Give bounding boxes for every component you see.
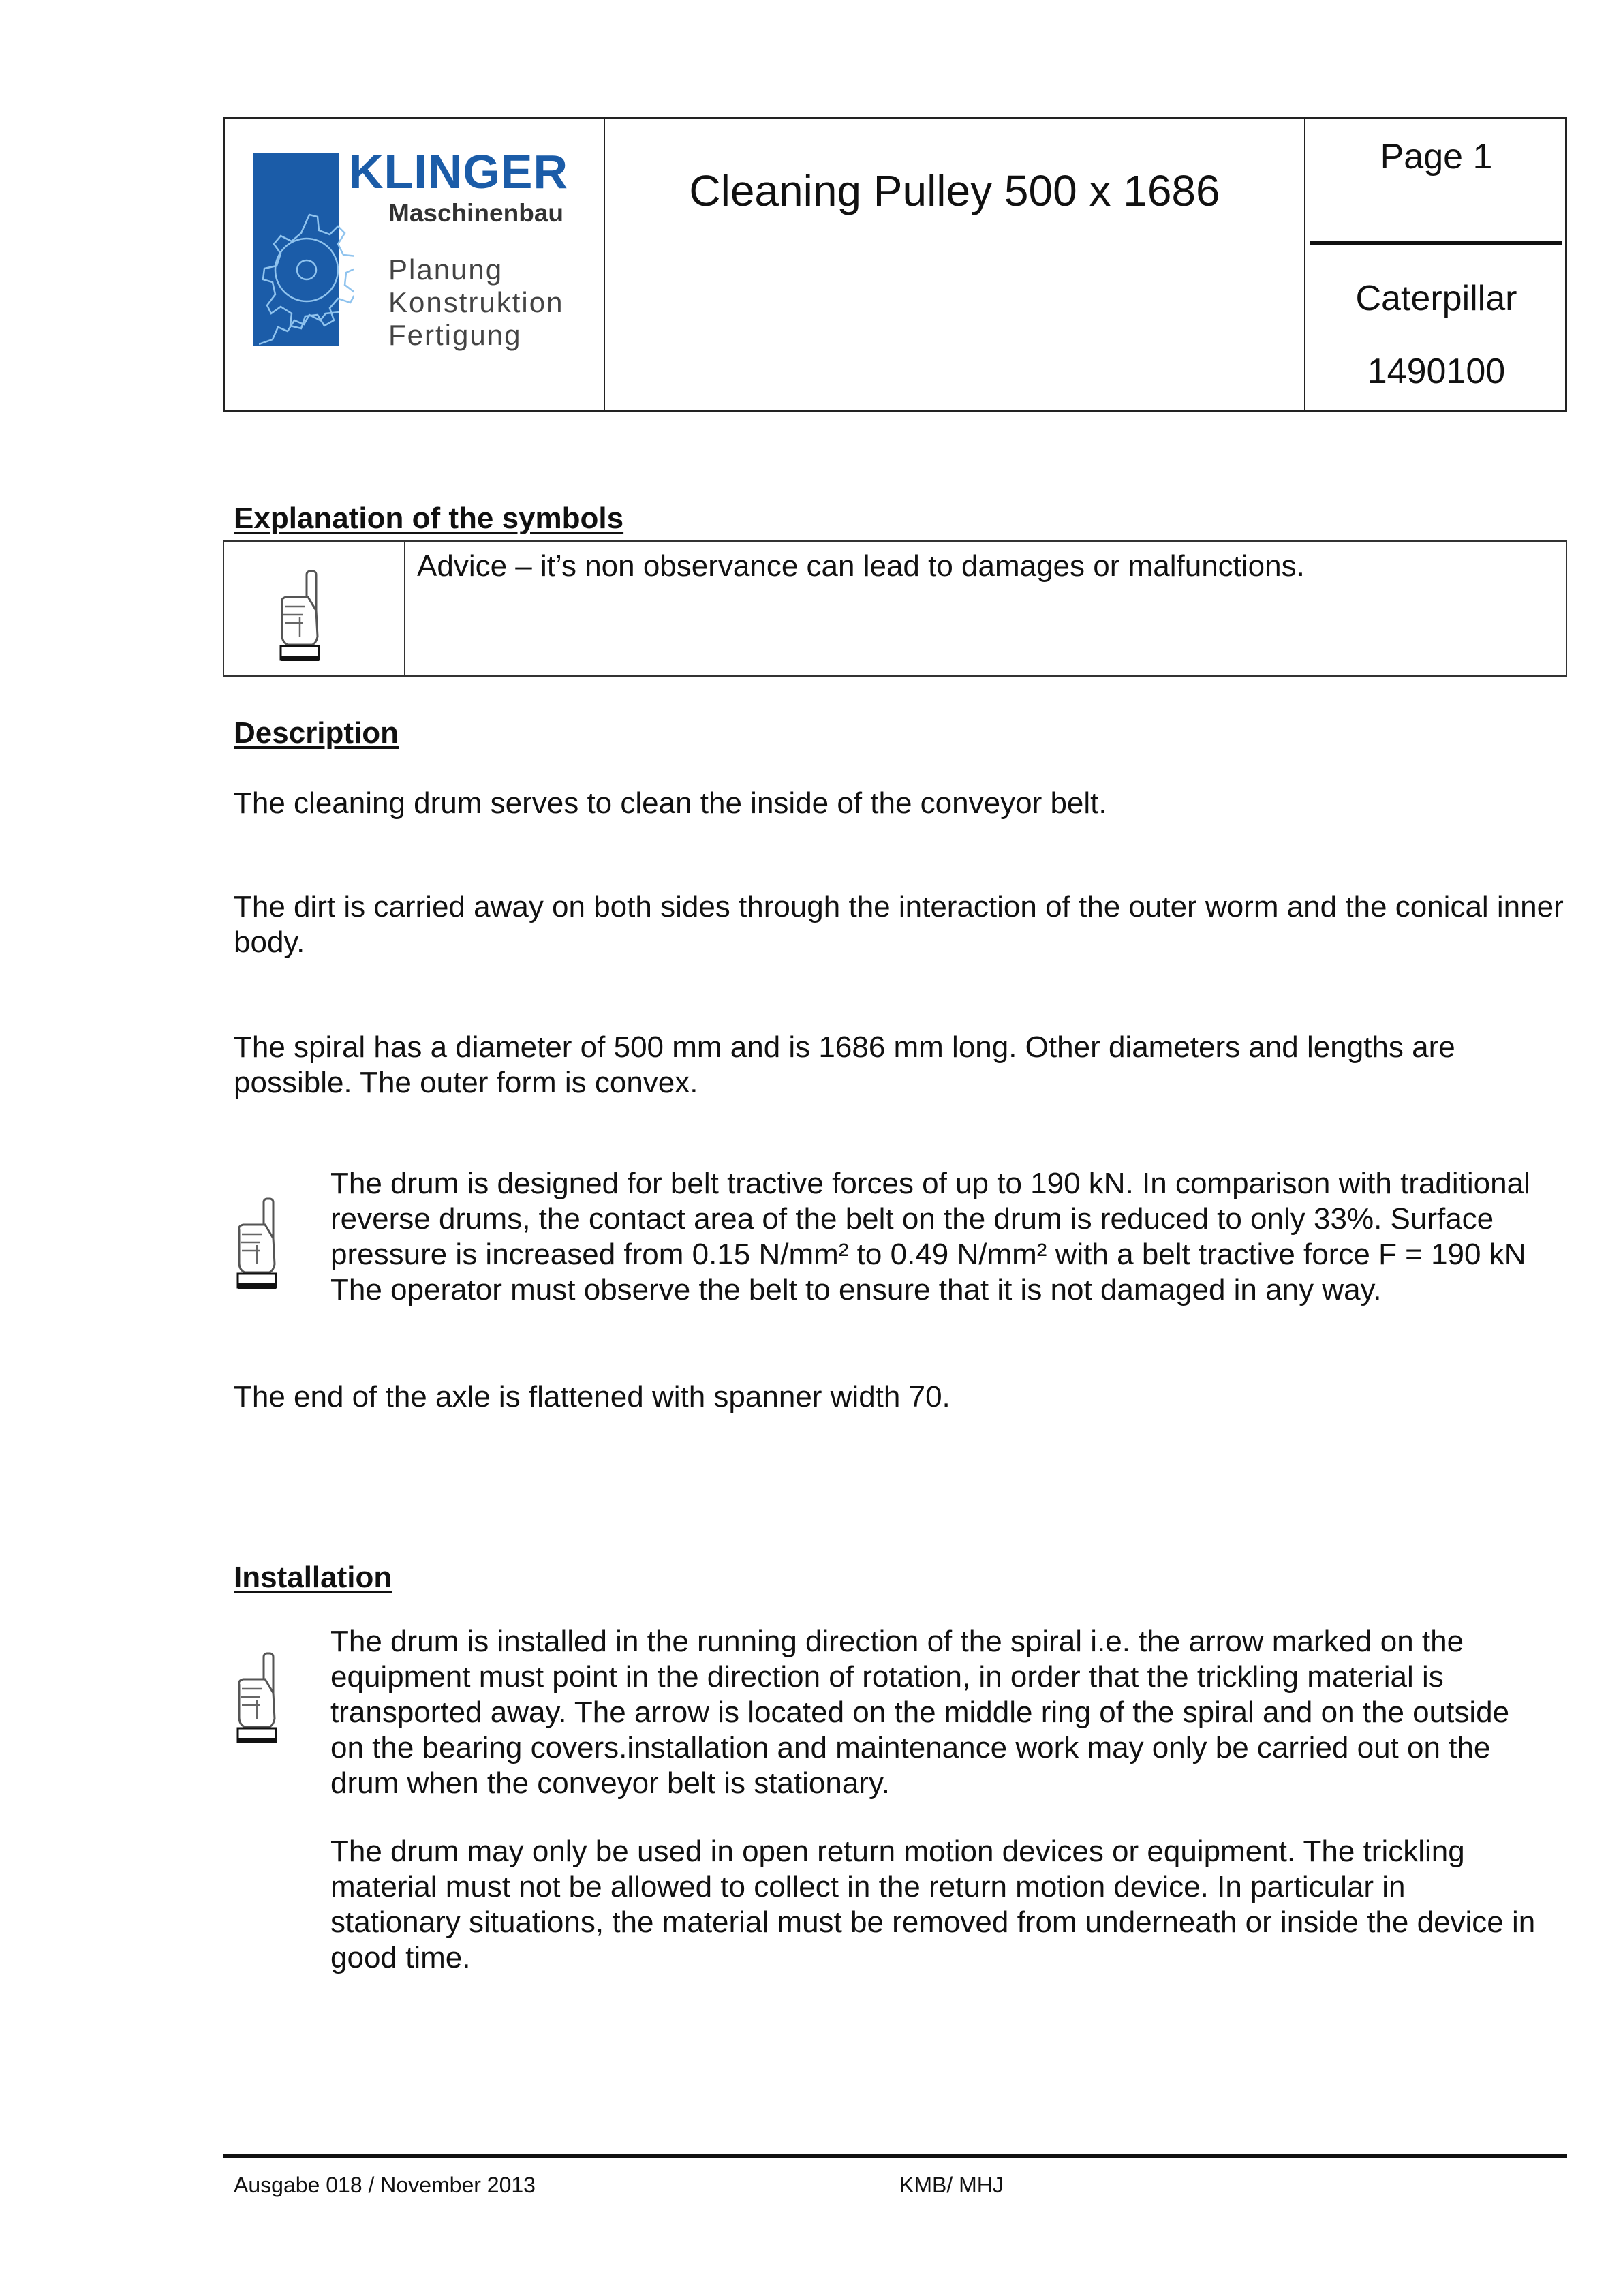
logo-tagline: Konstruktion <box>388 286 564 318</box>
pointing-hand-icon <box>232 1196 281 1291</box>
paragraph-line: material must not be allowed to collect in the return motion device. In particular in <box>330 1870 1406 1903</box>
description-paragraph: The spiral has a diameter of 500 mm and is 1686 mm long. Other diameters and lengths are possible. The outer form is convex. <box>234 1030 1455 1099</box>
customer-name: Caterpillar <box>1355 279 1517 318</box>
page-number: Page 1 <box>1380 137 1493 177</box>
description-paragraph: The cleaning drum serves to clean the inside of the conveyor belt. <box>234 786 1107 820</box>
advice-line: transported away. The arrow is located on the middle ring of the spiral and on the outside <box>330 1696 1510 1729</box>
installation-advice <box>330 1624 1567 1801</box>
symbols-table-divider <box>404 540 405 677</box>
advice-line: pressure is increased from 0.15 N/mm² to 0.49 N/mm² with a belt tractive force F = 190 kN <box>330 1238 1526 1271</box>
description-paragraph: The dirt is carried away on both sides through the interaction of the outer worm and the conical inner body. <box>234 890 1564 959</box>
gear-icon <box>259 198 354 354</box>
logo-tagline: Fertigung <box>388 319 522 351</box>
advice-line: drum when the conveyor belt is stationary. <box>330 1766 890 1800</box>
description-advice <box>330 1166 1567 1308</box>
advice-line: The operator must observe the belt to ensure that it is not damaged in any way. <box>330 1273 1382 1306</box>
paragraph-line: stationary situations, the material must be removed from underneath or inside the device in <box>330 1905 1536 1939</box>
pointing-hand-icon <box>232 1651 281 1746</box>
symbol-advice-text: Advice – it’s non observance can lead to damages or malfunctions. <box>417 549 1305 583</box>
pointing-hand-icon <box>275 568 324 664</box>
header-page-rule <box>1310 241 1562 245</box>
logo-taglines <box>388 254 563 352</box>
part-number: 1490100 <box>1367 352 1506 391</box>
installation-heading: Installation <box>234 1561 392 1594</box>
symbols-heading: Explanation of the symbols <box>234 502 624 535</box>
header-divider-logo <box>604 117 605 412</box>
document-title: Cleaning Pulley 500 x 1686 <box>689 166 1220 215</box>
installation-paragraph <box>330 1834 1567 1976</box>
footer-edition: Ausgabe 018 / November 2013 <box>234 2173 536 2197</box>
paragraph-line: good time. <box>330 1941 471 1974</box>
advice-line: The drum is installed in the running direction of the spiral i.e. the arrow marked on the <box>330 1625 1464 1658</box>
paragraph-line: The drum may only be used in open return motion devices or equipment. The trickling <box>330 1835 1465 1868</box>
advice-line: equipment must point in the direction of rotation, in order that the trickling material is <box>330 1660 1444 1694</box>
description-heading: Description <box>234 716 399 750</box>
advice-line: The drum is designed for belt tractive forces of up to 190 kN. In comparison with traditional <box>330 1167 1530 1200</box>
axle-note: The end of the axle is flattened with spanner width 70. <box>234 1380 950 1413</box>
footer-authors: KMB/ MHJ <box>899 2173 1004 2197</box>
logo-brand: KLINGER <box>349 145 568 198</box>
logo-tagline: Planung <box>388 254 504 286</box>
advice-line: on the bearing covers.installation and maintenance work may only be carried out on the <box>330 1731 1491 1764</box>
logo-subtitle: Maschinenbau <box>388 199 563 227</box>
advice-line: reverse drums, the contact area of the belt on the drum is reduced to only 33%. Surface <box>330 1202 1494 1236</box>
footer-rule <box>223 2154 1567 2158</box>
